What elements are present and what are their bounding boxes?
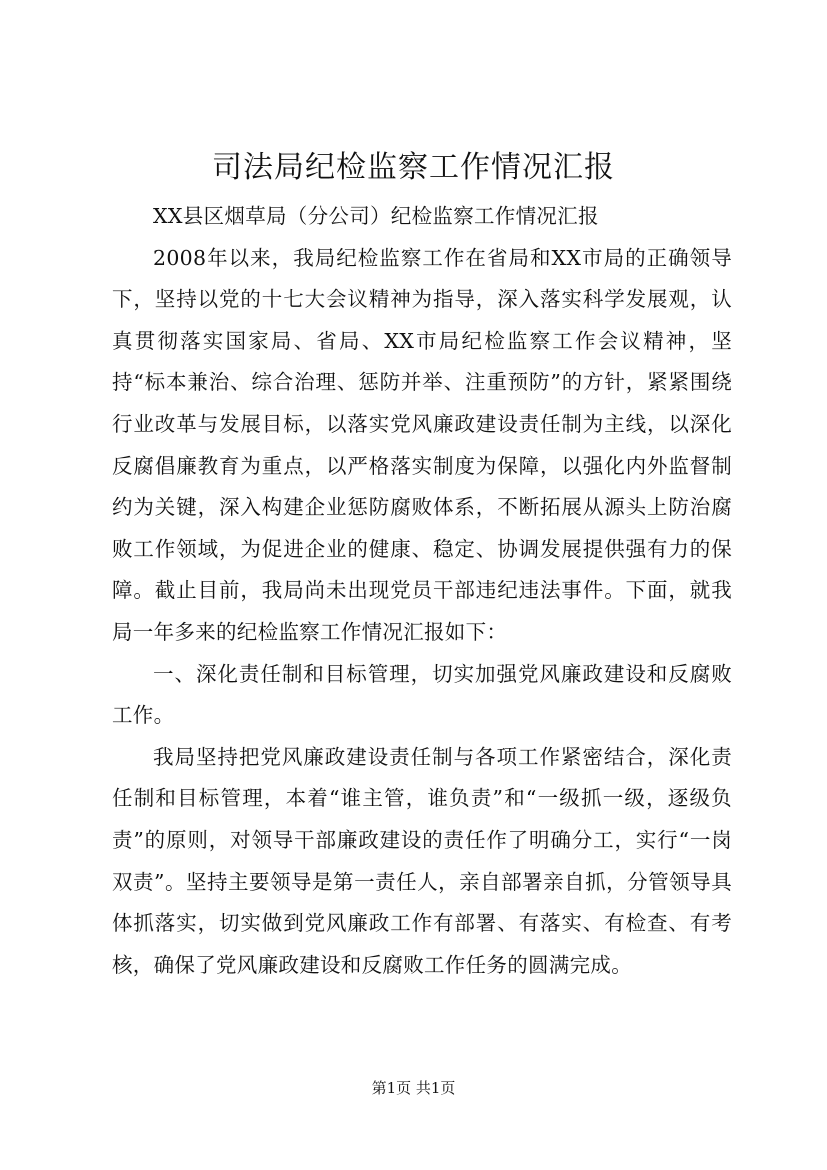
intro-paragraph: 2008年以来，我局纪检监察工作在省局和XX市局的正确领导下，坚持以党的十七大会议精神为指导，深入落实科学发展观，认真贯彻落实国家局、省局、XX市局纪检监察工作会议精神，坚持“标本兼治、综合治理、惩防并举、注重预防”的方针，紧紧围绕行业改革与发展目标，以落实党风廉政建设责任制为主线，以深化反腐倡廉教育为重点，以严格落实制度为保障，以强化内外监督制约为关键，深入构建企业惩防腐败体系，不断拓展从源头上防治腐败工作领域，为促进企业的健康、稳定、协调发展提供强有力的保障。截止目前，我局尚未出现党员干部违纪违法事件。下面，就我局一年多来的纪检监察工作情况汇报如下： bbox=[112, 245, 732, 644]
document-title: 司法局纪检监察工作情况汇报 bbox=[212, 150, 615, 185]
page-footer: 第1页 共1页 bbox=[371, 1079, 456, 1097]
section-1-paragraph: 我局坚持把党风廉政建设责任制与各项工作紧密结合，深化责任制和目标管理，本着“谁主管，谁负责”和“一级抓一级，逐级负责”的原则，对领导干部廉政建设的责任作了明确分工，实行“一岗双责”。坚持主要领导是第一责任人，亲自部署亲自抓，分管领导具体抓落实，切实做到党风廉政工作有部署、有落实、有检查、有考核，确保了党风廉政建设和反腐败工作任务的圆满完成。 bbox=[112, 744, 732, 977]
document-subtitle: XX县区烟草局（分公司）纪检监察工作情况汇报 bbox=[153, 204, 599, 228]
document-body bbox=[112, 196, 732, 986]
section-heading-1: 一、深化责任制和目标管理，切实加强党风廉政建设和反腐败工作。 bbox=[112, 661, 732, 728]
